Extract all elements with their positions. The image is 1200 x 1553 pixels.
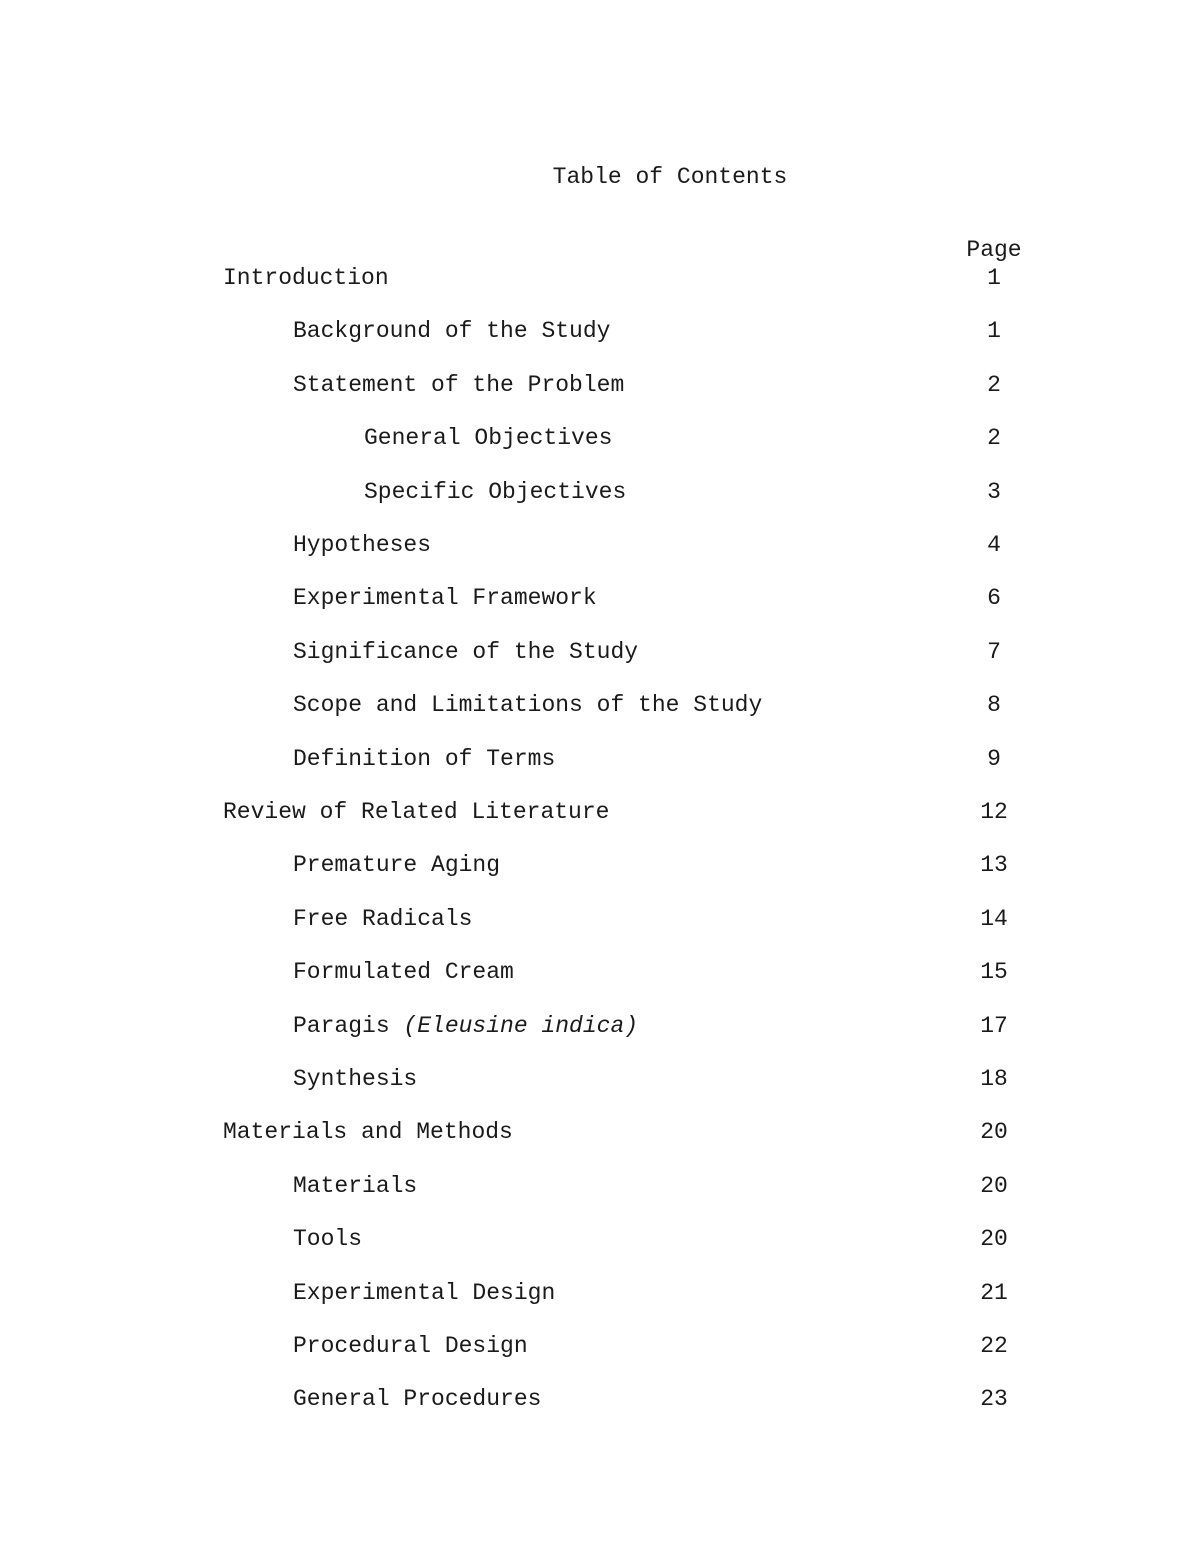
toc-entry-title-text: Significance of the Study — [293, 639, 639, 665]
toc-entry-page-number: 2 — [987, 372, 1001, 398]
toc-entry-title-text: Materials — [293, 1173, 418, 1199]
toc-entry — [0, 584, 1200, 614]
toc-entry-page-number: 7 — [987, 639, 1001, 665]
toc-entry — [0, 478, 1200, 508]
toc-entry — [0, 1279, 1200, 1309]
toc-entry-title-text: Review of Related Literature — [223, 799, 610, 825]
toc-entry-title-text: Synthesis — [293, 1066, 418, 1092]
toc-entry-title-italic: (Eleusine indica) — [403, 1013, 639, 1039]
toc-entry-page-number: 22 — [980, 1333, 1008, 1359]
toc-entry-title-text: Introduction — [223, 265, 389, 291]
toc-entry-title — [293, 584, 597, 612]
toc-entry-title — [293, 1065, 417, 1093]
toc-entry-title — [293, 1279, 555, 1307]
toc-entry-title — [293, 905, 472, 933]
toc-entry-title-text: Statement of the Problem — [293, 372, 625, 398]
toc-entry-title-text: Tools — [293, 1226, 363, 1252]
toc-entry — [0, 958, 1200, 988]
toc-entry — [0, 1172, 1200, 1202]
toc-entry-title — [293, 638, 638, 666]
toc-entry-title-text: Formulated Cream — [293, 959, 514, 985]
toc-entry-title — [223, 798, 609, 826]
toc-entry-page-number: 21 — [980, 1280, 1008, 1306]
toc-entry-page-number: 20 — [980, 1226, 1008, 1252]
toc-entry — [0, 424, 1200, 454]
toc-entry — [0, 1065, 1200, 1095]
toc-entry-title — [293, 317, 610, 345]
toc-entry — [0, 798, 1200, 828]
toc-entry — [0, 638, 1200, 668]
toc-entry-page-number: 13 — [980, 852, 1008, 878]
toc-entry-page-number: 2 — [987, 425, 1001, 451]
toc-entry-title — [223, 264, 389, 292]
toc-entry-title-text: Paragis — [293, 1013, 404, 1039]
toc-entry-page-number: 15 — [980, 959, 1008, 985]
page-column-header: Page — [966, 237, 1022, 263]
toc-entry-page-number: 18 — [980, 1066, 1008, 1092]
toc-entry-title-text: Procedural Design — [293, 1333, 528, 1359]
toc-entry — [0, 851, 1200, 881]
toc-entry-title — [293, 1012, 638, 1040]
toc-entry-title-text: Free Radicals — [293, 906, 473, 932]
toc-entry-title-text: Hypotheses — [293, 532, 432, 558]
toc-entry-title — [293, 745, 555, 773]
toc-entry-title — [364, 478, 626, 506]
toc-entry-title-text: Materials and Methods — [223, 1119, 513, 1145]
toc-entry-page-number: 12 — [980, 799, 1008, 825]
toc-entry-page-number: 1 — [987, 265, 1001, 291]
toc-entry-page-number: 9 — [987, 746, 1001, 772]
toc-entry-page-number: 6 — [987, 585, 1001, 611]
toc-entry — [0, 745, 1200, 775]
toc-entry-page-number: 17 — [980, 1013, 1008, 1039]
toc-entry-title-text: Background of the Study — [293, 318, 611, 344]
toc-entry-title — [293, 1332, 528, 1360]
toc-entry — [0, 1012, 1200, 1042]
toc-entry — [0, 264, 1200, 294]
toc-entry-title-text: Definition of Terms — [293, 746, 556, 772]
toc-entry-title-text: General Procedures — [293, 1386, 542, 1412]
toc-entry-title — [293, 1172, 417, 1200]
toc-entry-page-number: 3 — [987, 479, 1001, 505]
toc-entry — [0, 317, 1200, 347]
toc-entry-title-text: General Objectives — [364, 425, 613, 451]
toc-entry — [0, 371, 1200, 401]
toc-entry-title — [293, 851, 500, 879]
toc-entry-title — [364, 424, 612, 452]
toc-entry — [0, 1385, 1200, 1415]
toc-entry — [0, 905, 1200, 935]
toc-entry-page-number: 4 — [987, 532, 1001, 558]
toc-entry-title — [293, 1385, 541, 1413]
toc-entry-title — [293, 531, 431, 559]
toc-entry-page-number: 23 — [980, 1386, 1008, 1412]
toc-entry-title-text: Scope and Limitations of the Study — [293, 692, 763, 718]
toc-entry — [0, 531, 1200, 561]
toc-entry-title — [293, 371, 624, 399]
toc-entry-title — [293, 1225, 362, 1253]
toc-entry — [0, 1225, 1200, 1255]
toc-entry-page-number: 14 — [980, 906, 1008, 932]
toc-entry-page-number: 1 — [987, 318, 1001, 344]
toc-entry-page-number: 20 — [980, 1173, 1008, 1199]
toc-entry-page-number: 20 — [980, 1119, 1008, 1145]
toc-entry-title-text: Premature Aging — [293, 852, 501, 878]
toc-entry-title — [293, 691, 762, 719]
toc-entry-title-text: Experimental Design — [293, 1280, 556, 1306]
toc-entry — [0, 691, 1200, 721]
toc-entry-title — [223, 1118, 513, 1146]
toc-entry-page-number: 8 — [987, 692, 1001, 718]
page-title: Table of Contents — [552, 164, 788, 190]
toc-entry-title-text: Specific Objectives — [364, 479, 627, 505]
toc-entry — [0, 1332, 1200, 1362]
toc-entry-title — [293, 958, 514, 986]
toc-entry — [0, 1118, 1200, 1148]
toc-entry-title-text: Experimental Framework — [293, 585, 597, 611]
